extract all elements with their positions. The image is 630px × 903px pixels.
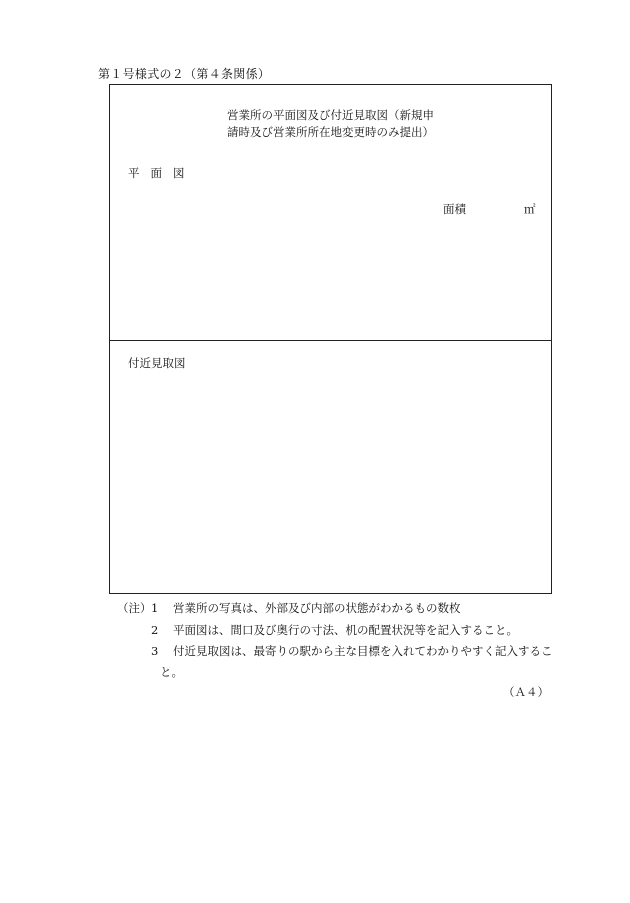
note-continuation: と。 bbox=[160, 665, 183, 679]
document-title-line2: 請時及び営業所所在地変更時のみ提出） bbox=[227, 125, 434, 139]
note-text: 営業所の写真は、外部及び内部の状態がわかるもの数枚 bbox=[173, 601, 461, 615]
note-text: 平面図は、間口及び奥行の寸法、机の配置状況等を記入すること。 bbox=[173, 622, 518, 637]
note-number: 3 bbox=[151, 644, 159, 658]
floor-plan-label: 平面図 bbox=[128, 166, 196, 180]
form-box bbox=[109, 84, 552, 594]
note-item bbox=[151, 620, 518, 642]
note-text: 付近見取図は、最寄りの駅から主な目標を入れてわかりやすく記入するこ bbox=[173, 644, 553, 658]
note-number: 1 bbox=[151, 601, 159, 615]
note-item bbox=[151, 598, 461, 620]
paper-size-label: （Ａ４） bbox=[503, 685, 549, 699]
section-divider bbox=[110, 340, 551, 341]
area-unit: ㎡ bbox=[524, 202, 536, 216]
form-number: 第１号様式の２（第４条関係） bbox=[98, 67, 271, 81]
area-label: 面積 bbox=[443, 202, 466, 216]
note-item bbox=[151, 641, 553, 663]
note-number: 2 bbox=[151, 622, 159, 637]
notes-heading: （注） bbox=[117, 601, 152, 615]
document-title-line1: 営業所の平面図及び付近見取図（新規申 bbox=[227, 108, 434, 122]
document-title bbox=[227, 107, 467, 141]
vicinity-map-label: 付近見取図 bbox=[128, 356, 186, 370]
